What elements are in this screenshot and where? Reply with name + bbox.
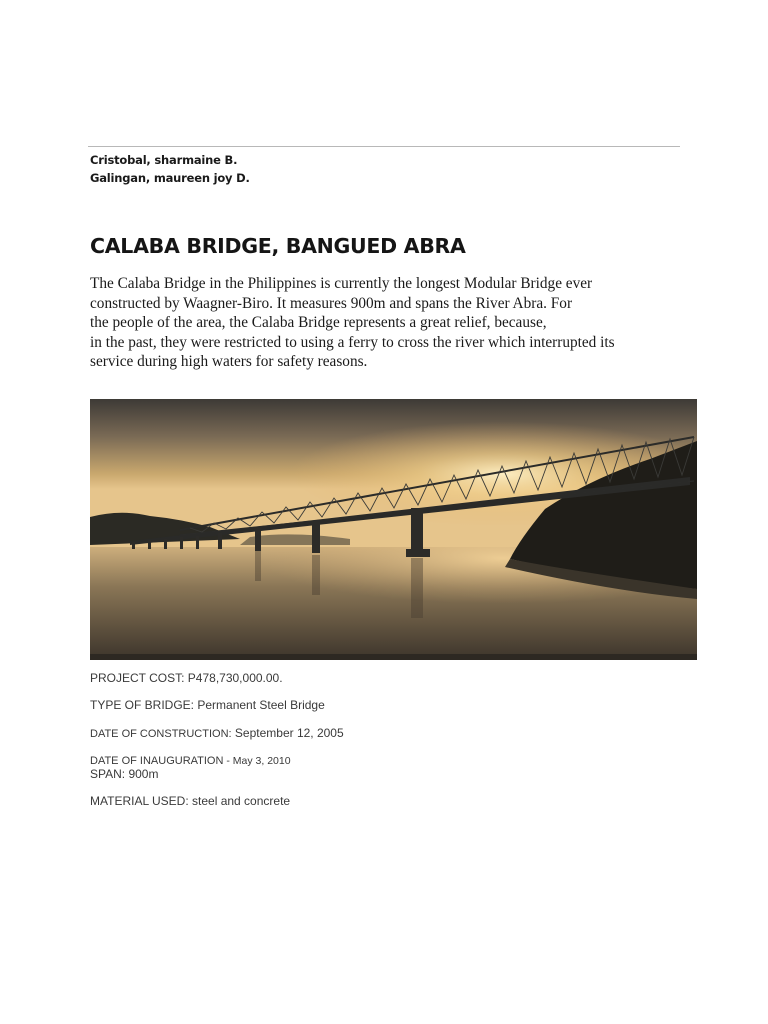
fact-project-cost [90, 669, 283, 687]
fact-label: SPAN: [90, 767, 126, 781]
author-2: Galingan, maureen joy D. [90, 171, 250, 185]
fact-construction [90, 724, 344, 742]
author-1: Cristobal, sharmaine B. [90, 153, 238, 167]
page-title: CALABA BRIDGE, BANGUED ABRA [90, 234, 466, 258]
fact-value: 900m [125, 767, 159, 781]
fact-value: - May 3, 2010 [223, 755, 291, 767]
fact-value: steel and concrete [188, 794, 291, 808]
fact-material [90, 792, 290, 810]
fact-value: Permanent Steel Bridge [194, 698, 325, 712]
intro-paragraph [90, 274, 690, 372]
bridge-photo [90, 399, 697, 660]
fact-label: PROJECT COST: [90, 671, 185, 685]
intro-line: constructed by Waagner-Biro. It measures 900m and spans the River Abra. For [90, 294, 573, 312]
fact-label: TYPE OF BRIDGE: [90, 698, 195, 712]
fact-label: DATE OF CONSTRUCTION: [90, 728, 232, 740]
fact-label: MATERIAL USED: [90, 794, 189, 808]
fact-value: September 12, 2005 [231, 726, 344, 740]
authors-block [90, 151, 250, 187]
intro-line: service during high waters for safety reasons. [90, 353, 368, 370]
fact-type [90, 696, 325, 714]
intro-line: in the past, they were restricted to using a ferry to cross the river which interrupted its [90, 333, 615, 351]
intro-line: The Calaba Bridge in the Philippines is currently the longest Modular Bridge ever [90, 275, 593, 292]
fact-value: P478,730,000.00. [184, 671, 283, 685]
header-rule [88, 146, 680, 147]
fact-label: DATE OF INAUGURATION [90, 755, 224, 767]
fact-span [90, 765, 158, 783]
intro-line: the people of the area, the Calaba Bridge represents a great relief, because, [90, 314, 547, 331]
